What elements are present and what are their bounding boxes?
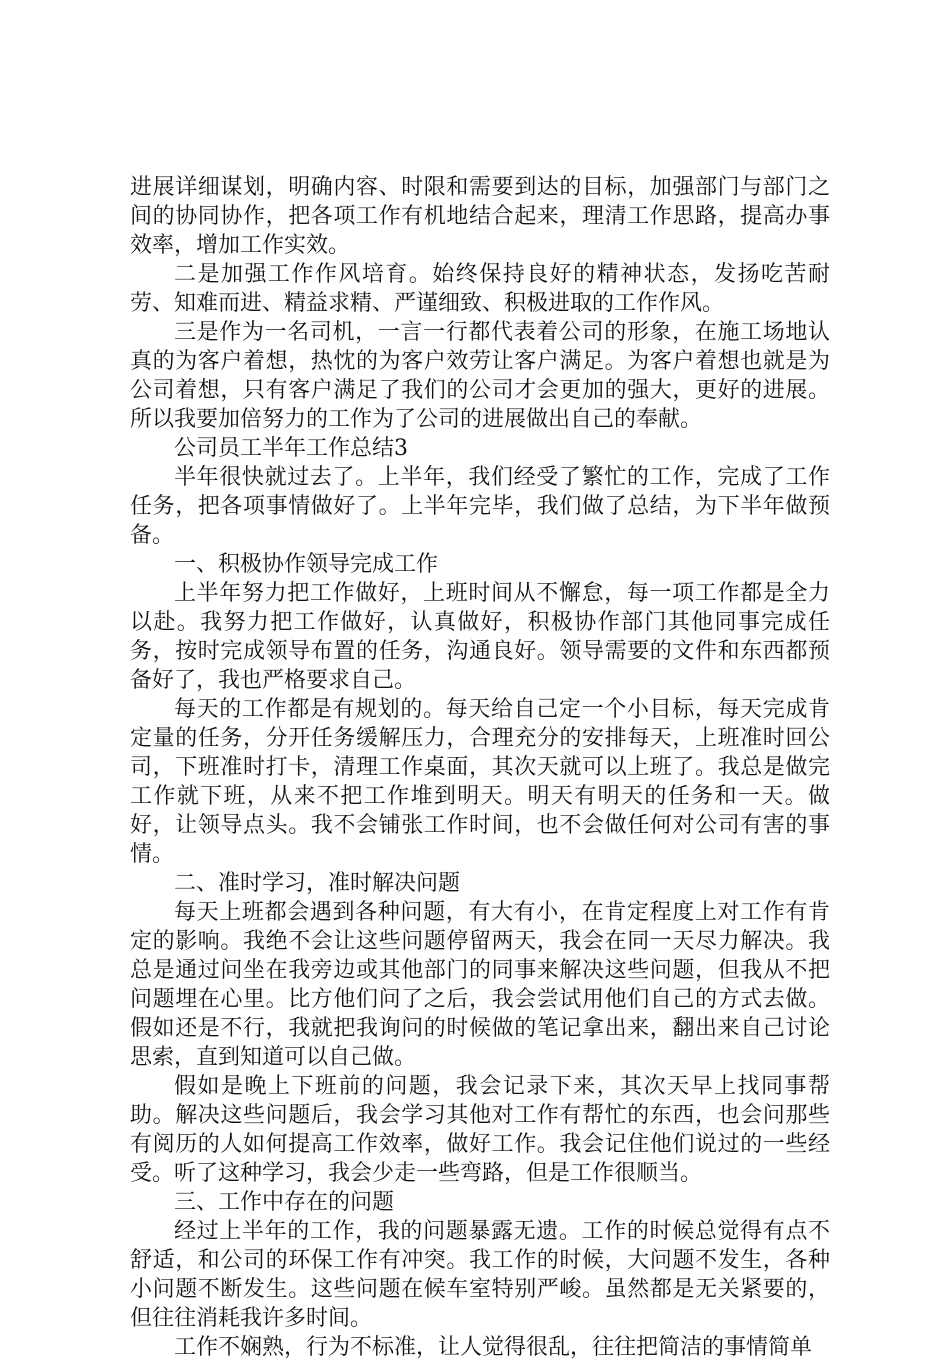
heading-two: 二、准时学习，准时解决问题 <box>174 871 461 896</box>
paragraph-last: 工作不娴熟，行为不标准，让人觉得很乱，往往把简洁的事情简单 <box>174 1335 813 1360</box>
document-body <box>130 173 830 1362</box>
paragraph-intro: 半年很快就过去了。上半年，我们经受了繁忙的工作，完成了工作任务，把各项事情做好了。上半年完毕，我们做了总结，为下半年做预备。 <box>130 465 830 548</box>
heading-one: 一、积极协作领导完成工作 <box>174 552 439 577</box>
heading-three: 三、工作中存在的问题 <box>174 1190 395 1215</box>
paragraph-issues: 经过上半年的工作，我的问题暴露无遗。工作的时候总觉得有点不舒适，和公司的环保工作有冲突。我工作的时候，大问题不发生，各种小问题不断发生。这些问题在候车室特别严峻。虽然都是无关紧要的，但往往消耗我许多时间。 <box>130 1219 830 1331</box>
paragraph-problems: 每天上班都会遇到各种问题，有大有小，在肯定程度上对工作有肯定的影响。我绝不会让这些问题停留两天，我会在同一天尽力解决。我总是通过问坐在我旁边或其他部门的同事来解决这些问题，但我从不把问题埋在心里。比方他们问了之后，我会尝试用他们自己的方式去做。假如还是不行，我就把我询问的时候做的笔记拿出来，翻出来自己讨论思索，直到知道可以自己做。 <box>130 900 830 1070</box>
paragraph-daily-plan: 每天的工作都是有规划的。每天给自己定一个小目标，每天完成肯定量的任务，分开任务缓解压力，合理充分的安排每天，上班准时回公司，下班准时打卡，清理工作桌面，其次天就可以上班了。我总是做完工作就下班，从来不把工作堆到明天。明天有明天的任务和一天。做好，让领导点头。我不会铺张工作时间，也不会做任何对公司有害的事情。 <box>130 697 830 867</box>
paragraph-continuation: 进展详细谋划，明确内容、时限和需要到达的目标，加强部门与部门之间的协同协作，把各项工作有机地结合起来，理清工作思路，提高办事效率，增加工作实效。 <box>130 175 830 258</box>
section-title: 公司员工半年工作总结3 <box>174 436 408 461</box>
paragraph-work-style: 二是加强工作作风培育。始终保持良好的精神状态，发扬吃苦耐劳、知难而进、精益求精、严谨细致、积极进取的工作作风。 <box>130 262 830 316</box>
paragraph-driver: 三是作为一名司机，一言一行都代表着公司的形象，在施工场地认真的为客户着想，热忱的为客户效劳让客户满足。为客户着想也就是为公司着想，只有客户满足了我们的公司才会更加的强大，更好的进展。所以我要加倍努力的工作为了公司的进展做出自己的奉献。 <box>130 320 830 432</box>
paragraph-evening: 假如是晚上下班前的问题，我会记录下来，其次天早上找同事帮助。解决这些问题后，我会学习其他对工作有帮忙的东西，也会问那些有阅历的人如何提高工作效率，做好工作。我会记住他们说过的一些经受。听了这种学习，我会少走一些弯路，但是工作很顺当。 <box>130 1074 830 1186</box>
paragraph-effort: 上半年努力把工作做好，上班时间从不懈怠，每一项工作都是全力以赴。我努力把工作做好，认真做好，积极协作部门其他同事完成任务，按时完成领导布置的任务，沟通良好。领导需要的文件和东西都预备好了，我也严格要求自己。 <box>130 581 830 693</box>
